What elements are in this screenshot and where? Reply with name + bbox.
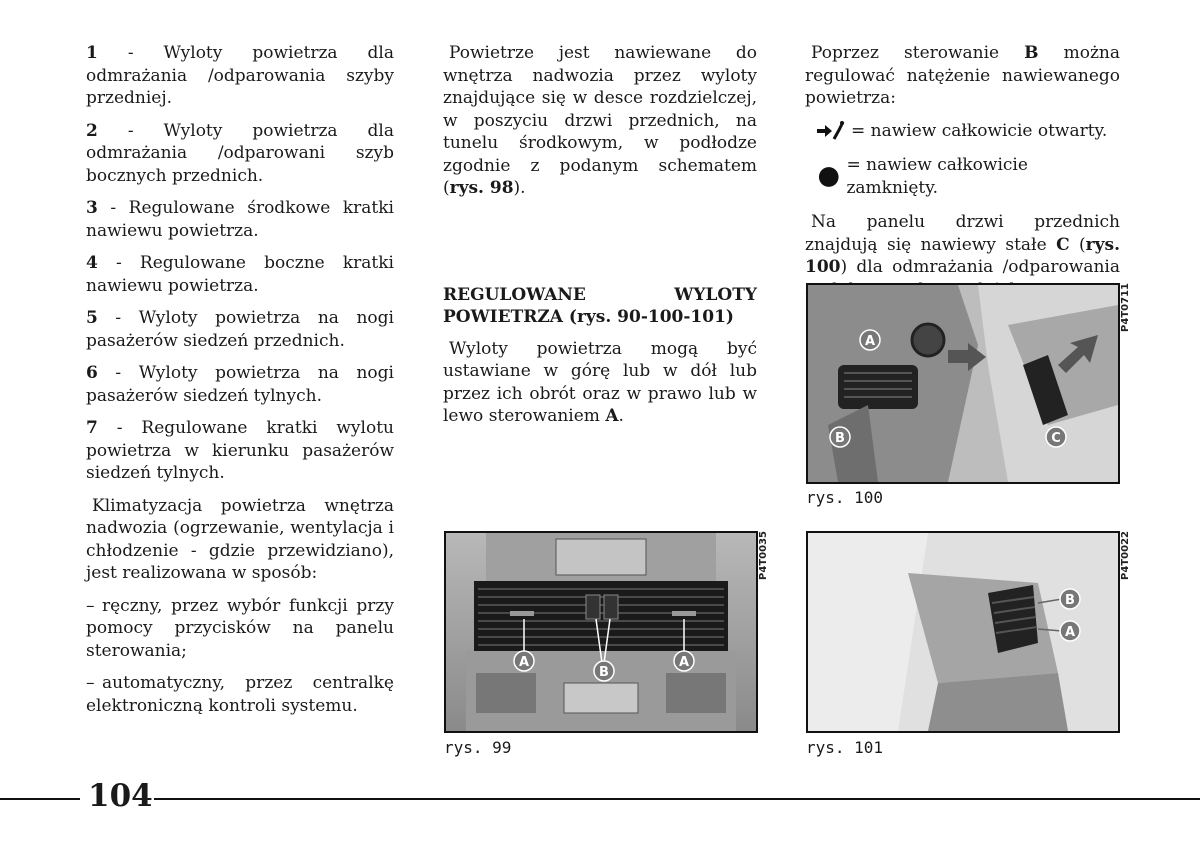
list-item: 4 - Regulowane boczne kratki nawiewu powietrza. xyxy=(86,253,394,296)
dash-item: – automatyczny, przez centralkę elektroniczną kontroli systemu. xyxy=(86,673,394,716)
list-item: 7 - Regulowane kratki wylotu powietrza w kierunku pasażerów siedzeń tylnych. xyxy=(86,418,394,483)
list-item: 5 - Wyloty powietrza na nogi pasażerów siedzeń przednich. xyxy=(86,308,394,351)
callout-a: A xyxy=(1064,625,1076,640)
paragraph: Klimatyzacja powietrza wnętrza nadwozia (ogrzewanie, wentylacja i chłodzenie - gdzie przewidziano), jest realizowana w sposób: xyxy=(86,495,394,583)
callout-b: B xyxy=(1065,593,1075,608)
paragraph: Wyloty powietrza mogą być ustawiane w górę lub w dół lub przez ich obrót oraz w prawo lub w lewo sterowaniem A. xyxy=(443,338,757,426)
callout-b: B xyxy=(599,665,609,680)
paragraph: Poprzez sterowanie B można regulować natężenie nawiewanego powietrza: xyxy=(805,43,1120,108)
list-item: 6 - Wyloty powietrza na nogi pasażerów siedzeń tylnych. xyxy=(86,363,394,406)
figure-99-caption: rys. 99 xyxy=(444,738,512,757)
list-item: 1 - Wyloty powietrza dla odmrażania /odparowania szyby przedniej. xyxy=(86,43,394,108)
symbol-closed-line: = nawiew całkowicie zamknięty. xyxy=(805,154,1120,199)
figure-100-caption: rys. 100 xyxy=(806,488,884,507)
callout-a-left: A xyxy=(518,655,530,670)
paragraph: Powietrze jest nawiewane do wnętrza nadwozia przez wyloty znajdujące się w desce rozdzielczej, w poszyciu drzwi przednich, na tunelu środkowym, w podłodze zgodnie z podanym schematem (rys. 98). xyxy=(443,43,757,198)
footer-rule-right xyxy=(154,798,1200,800)
page-number: 104 xyxy=(88,778,153,814)
figure-101-caption: rys. 101 xyxy=(806,738,884,757)
figure-101-image xyxy=(806,531,1120,733)
list-item: 3 - Regulowane środkowe kratki nawiewu powietrza. xyxy=(86,198,394,241)
figure-99-code: P4T0035 xyxy=(758,531,769,580)
callout-a-right: A xyxy=(678,655,690,670)
callout-b: B xyxy=(835,431,845,446)
column-1 xyxy=(86,42,394,727)
airflow-open-icon xyxy=(815,120,845,142)
column-3 xyxy=(805,42,1120,311)
figure-100-image xyxy=(806,283,1120,484)
column-2 xyxy=(443,42,757,438)
list-item: 2 - Wyloty powietrza dla odmrażania /odparowani szyb bocznych przednich. xyxy=(86,120,394,186)
section-heading: REGULOWANE WYLOTY POWIETRZA (rys. 90-100-101) xyxy=(443,284,757,327)
figure-100-code: P4T0711 xyxy=(1120,283,1131,332)
paragraph: Na panelu drzwi przednich znajdują się nawiewy stałe C (rys. 100) dla odmrażania /odparowania xyxy=(805,212,1120,277)
dash-item: – ręczny, przez wybór funkcji przy pomocy przycisków na panelu sterowania; xyxy=(86,595,394,661)
callout-c: C xyxy=(1051,431,1061,446)
figure-99-image xyxy=(444,531,758,733)
figure-101-code: P4T0022 xyxy=(1120,531,1131,580)
airflow-closed-icon xyxy=(815,166,844,188)
footer-rule-left xyxy=(0,798,80,800)
callout-a: A xyxy=(864,334,876,349)
symbol-open-line: = nawiew całkowicie otwarty. xyxy=(805,120,1120,143)
